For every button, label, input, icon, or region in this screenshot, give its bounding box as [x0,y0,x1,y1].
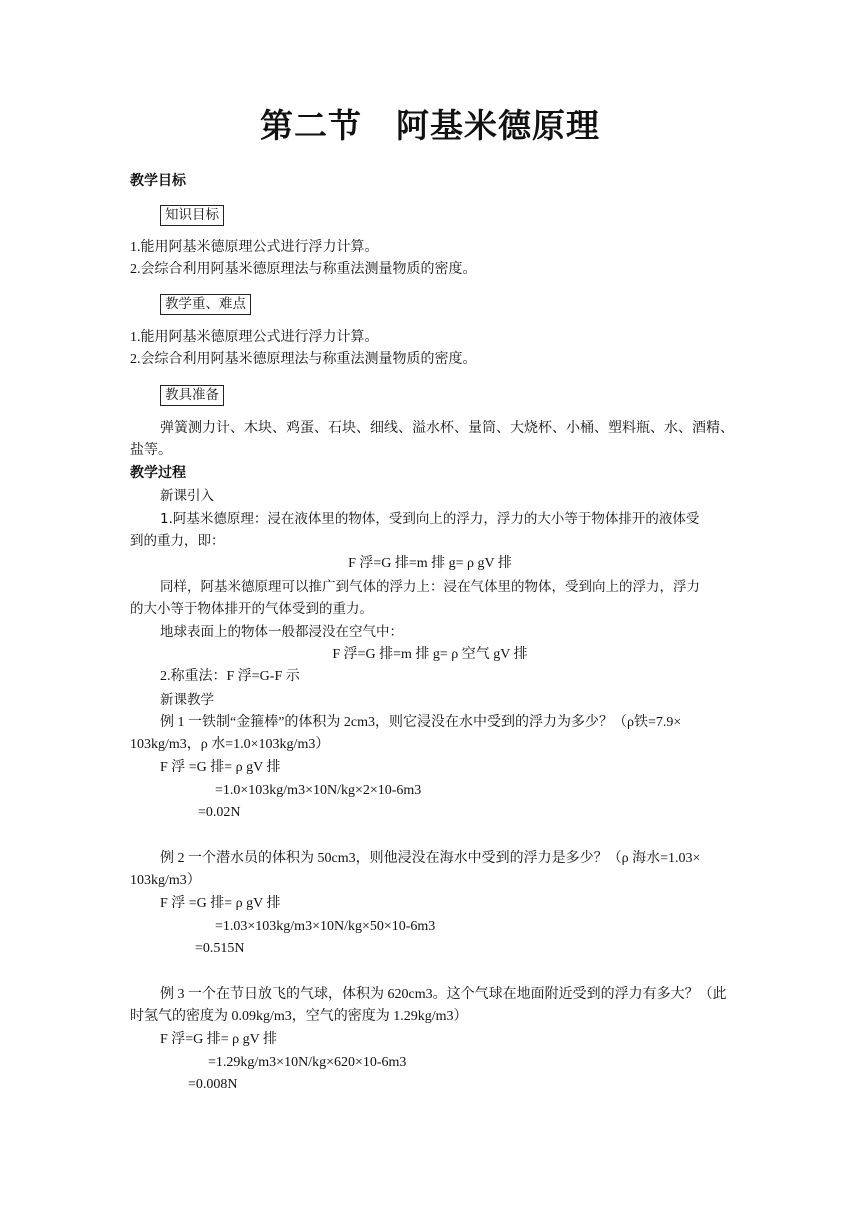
intro-paragraph-2: 同样，阿基米德原理可以推广到气体的浮力上：浸在气体里的物体，受到向上的浮力，浮力 [160,579,700,595]
key-points-box: 教学重、难点 [160,294,251,315]
equipment-box: 教具准备 [160,385,224,406]
example-1-question-cont: 103kg/m3，ρ 水=1.0×103kg/m3） [130,737,330,752]
equipment-line: 盐等。 [130,443,172,458]
knowledge-goal-item: 1.能用阿基米德原理公式进行浮力计算。 [130,240,379,255]
example-1-solution-step: F 浮 =G 排= ρ gV 排 [160,760,281,775]
formula-air: F 浮=G 排=m 排 g= ρ 空气 gV 排 [332,647,528,662]
intro-paragraph-2-cont: 的大小等于物体排开的气体受到的重力。 [130,601,373,617]
example-1-answer: =0.02N [198,805,241,820]
example-3-question: 例 3 一个在节日放飞的气球，体积为 620cm3。这个气球在地面附近受到的浮力有多大？（此 [160,987,727,1002]
example-3-solution-step: F 浮=G 排= ρ gV 排 [160,1032,278,1047]
knowledge-goal-item: 2.会综合利用阿基米德原理法与称重法测量物质的密度。 [130,262,477,277]
example-3-solution-step: =1.29kg/m3×10N/kg×620×10-6m3 [208,1055,407,1070]
example-2-answer: =0.515N [195,941,245,956]
knowledge-goals-box: 知识目标 [160,205,224,226]
example-2-question-cont: 103kg/m3） [130,873,201,888]
weighing-method: 2.称重法：F 浮=G-F 示 [160,669,300,684]
teaching-heading: 新课教学 [160,692,214,708]
example-2-solution-step: F 浮 =G 排= ρ gV 排 [160,896,281,911]
teaching-goals-heading: 教学目标 [130,173,186,189]
key-point-item: 2.会综合利用阿基米德原理法与称重法测量物质的密度。 [130,352,477,367]
process-heading: 教学过程 [130,465,186,481]
page-title: 第二节 阿基米德原理 [260,106,600,145]
intro-paragraph-3: 地球表面上的物体一般都浸没在空气中： [160,624,403,640]
example-1-question: 例 1 一铁制“金箍棒”的体积为 2cm3，则它浸没在水中受到的浮力为多少？（ρ铁=7.9× [160,715,682,730]
formula-archimedes: F 浮=G 排=m 排 g= ρ gV 排 [348,556,512,571]
intro-heading: 新课引入 [160,488,214,504]
key-point-item: 1.能用阿基米德原理公式进行浮力计算。 [130,330,379,345]
example-2-question: 例 2 一个潜水员的体积为 50cm3，则他浸没在海水中受到的浮力是多少？（ρ 海水=1.03× [160,851,701,866]
equipment-line: 弹簧测力计、木块、鸡蛋、石块、细线、溢水杯、量筒、大烧杯、小桶、塑料瓶、水、酒精、 [160,421,734,436]
example-2-solution-step: =1.03×103kg/m3×10N/kg×50×10-6m3 [215,919,436,934]
example-1-solution-step: =1.0×103kg/m3×10N/kg×2×10-6m3 [215,783,422,798]
example-3-question-cont: 时氢气的密度为 0.09kg/m3，空气的密度为 1.29kg/m3） [130,1009,468,1024]
intro-paragraph-1-cont: 到的重力，即： [130,533,225,549]
example-3-answer: =0.008N [188,1077,238,1092]
intro-paragraph-1: 1.阿基米德原理：浸在液体里的物体，受到向上的浮力，浮力的大小等于物体排开的液体受 [160,511,700,527]
